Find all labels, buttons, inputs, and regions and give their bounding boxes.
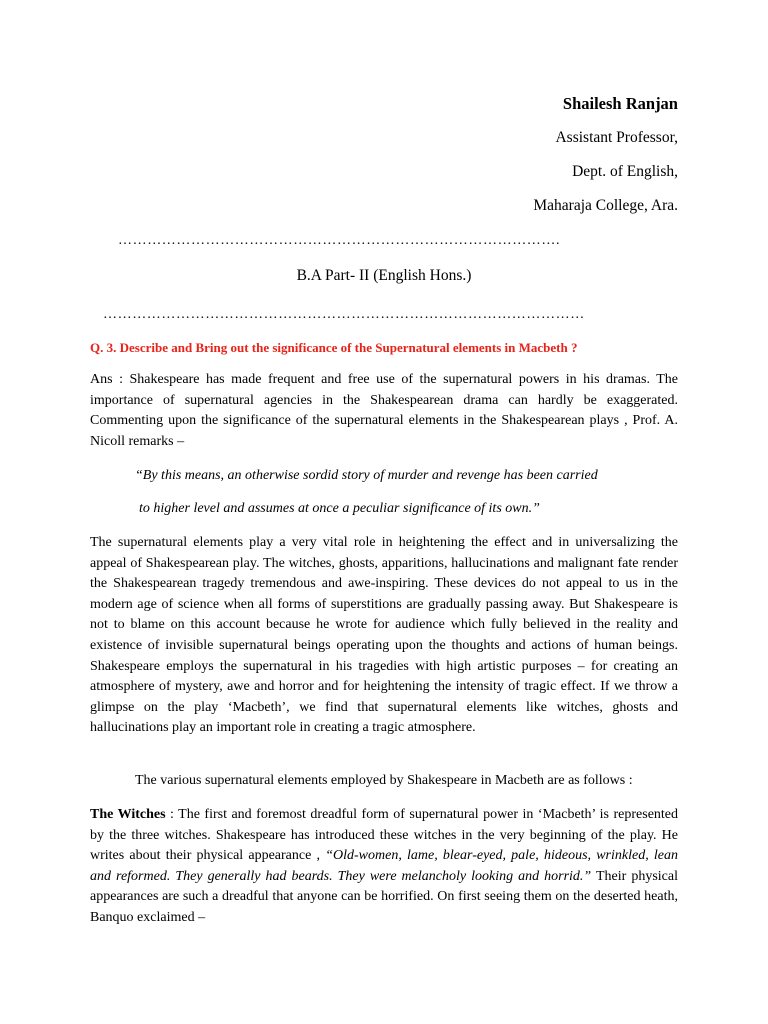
- witches-quoted-description: “Old-women, lame, blear-eyed, pale, hideous, wrinkled, lean and reformed. They generally had beards. They were melancholy looking and horrid.”: [90, 848, 679, 884]
- divider-bottom: ………………………………………………………………………………………: [103, 307, 585, 322]
- witches-paragraph: [90, 805, 678, 929]
- witches-text-after: Their physical appearances are such a dreadful that anyone can be horrified. On first seeing them on the deserted heath, Banquo exclaimed –: [90, 868, 678, 925]
- author-department: Dept. of English,: [572, 163, 678, 180]
- body-paragraph: The supernatural elements play a very vital role in heightening the effect and in universalizing the appeal of Shakespearean play. The witches, ghosts, apparitions, hallucinations and malignant fate render the Shakespearean tragedy tremendous and awe-inspiring. These devices do not appeal to us in the modern age of science when all forms of superstitions are gradually passing away. But Shakespeare is not to blame on this account because he wrote for audience which fully believed in the reality and existence of invisible supernatural beings operating upon the thoughts and actions of human beings. Shakespeare employs the supernatural in his tragedies with high artistic purposes – for creating an atmosphere of mystery, awe and horror and for heightening the intensity of tragic effect. If we throw a glimpse on the play ‘Macbeth’, we find that supernatural elements like witches, ghosts and hallucinations play an important role in creating a tragic atmosphere.: [90, 535, 678, 736]
- answer-intro: Ans : Shakespeare has made frequent and free use of the supernatural powers in his dramas. The importance of supernatural agencies in the Shakespearean drama can hardly be exaggerated. Commenting upon the significance of the supernatural elements in the Shakespearean plays , Prof. A. Nicoll remarks –: [90, 372, 678, 449]
- witches-text-before: : The first and foremost dreadful form of supernatural power in ‘Macbeth’ is represented by the three witches. Shakespeare has introduced these witches in the very beginning of the play. He writes about their physical appearance ,: [90, 807, 679, 864]
- course-title: B.A Part- II (English Hons.): [296, 267, 472, 284]
- author-college: Maharaja College, Ara.: [533, 197, 678, 214]
- quote-line-1: “By this means, an otherwise sordid story of murder and revenge has been carried: [135, 468, 598, 483]
- author-name: Shailesh Ranjan: [562, 94, 678, 113]
- quote-line-2: to higher level and assumes at once a peculiar significance of its own.”: [139, 501, 540, 516]
- elements-intro: The various supernatural elements employed by Shakespeare in Macbeth are as follows :: [135, 773, 633, 788]
- question-heading: Q. 3. Describe and Bring out the significance of the Supernatural elements in Macbeth ?: [90, 340, 578, 355]
- divider-top: ……………………………………………………………………………….: [118, 233, 561, 248]
- author-position: Assistant Professor,: [555, 129, 678, 146]
- witches-heading: The Witches: [90, 807, 166, 822]
